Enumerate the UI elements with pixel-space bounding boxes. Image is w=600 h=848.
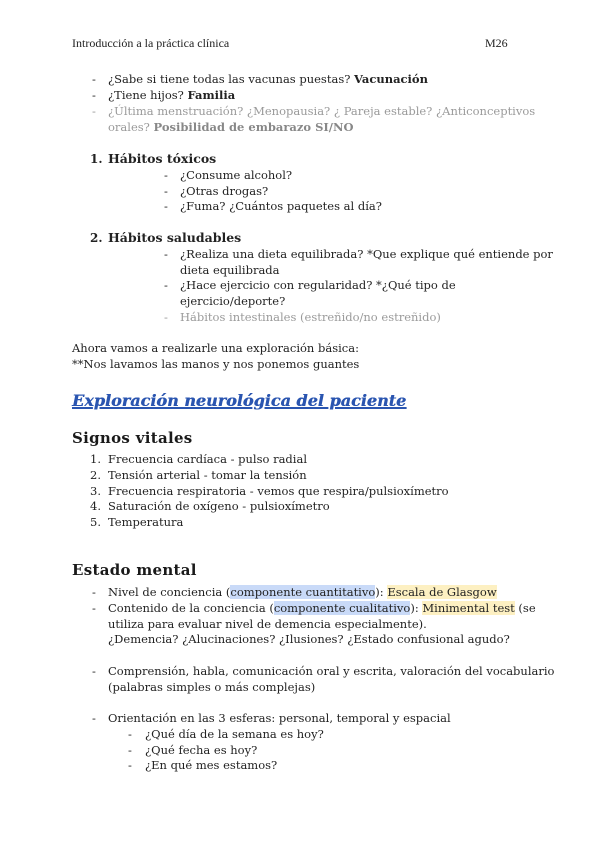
history-keyword: Familia bbox=[187, 88, 236, 102]
exploration-intro: Ahora vamos a realizarle una exploración básica: bbox=[72, 341, 359, 355]
vitals-heading: Signos vitales bbox=[72, 429, 193, 447]
bullet-dash: - bbox=[164, 199, 168, 213]
toxic-item-alcohol: ¿Consume alcohol? bbox=[180, 168, 293, 182]
toxic-item-drugs: ¿Otras drogas? bbox=[180, 184, 269, 198]
vitals-item-temperature: Temperatura bbox=[108, 515, 184, 529]
vitals-item-respiratory-rate: Frecuencia respiratoria - vemos que respira/pulsioxímetro bbox=[108, 484, 449, 498]
bullet-dash: - bbox=[164, 247, 168, 261]
item-text: (se bbox=[514, 601, 536, 615]
bullet-dash: - bbox=[164, 168, 168, 182]
healthy-item-exercise-line2: ejercicio/deporte? bbox=[180, 294, 286, 308]
list-number: 4. bbox=[90, 499, 101, 513]
history-keyword: Vacunación bbox=[354, 72, 428, 86]
healthy-item-exercise-line1: ¿Hace ejercicio con regularidad? *¿Qué tipo de bbox=[180, 278, 456, 292]
consciousness-content-line1 bbox=[108, 601, 536, 616]
history-question: orales? bbox=[108, 120, 150, 134]
header-title: Introducción a la práctica clínica bbox=[72, 36, 230, 50]
item-text: Nivel de conciencia ( bbox=[108, 585, 231, 599]
list-number: 2. bbox=[90, 231, 103, 245]
list-number: 5. bbox=[90, 515, 101, 529]
minimental-test-highlight: Minimental test bbox=[422, 601, 515, 615]
hygiene-note: **Nos lavamos las manos y nos ponemos guantes bbox=[72, 357, 360, 371]
toxic-habits-heading: Hábitos tóxicos bbox=[108, 151, 217, 166]
bullet-dash: - bbox=[92, 72, 96, 86]
comprehension-line1: Comprensión, habla, comunicación oral y escrita, valoración del vocabulario bbox=[108, 664, 555, 678]
healthy-item-diet-line1: ¿Realiza una dieta equilibrada? *Que explique qué entiende por bbox=[180, 247, 553, 261]
list-number: 1. bbox=[90, 152, 103, 166]
quantitative-tag: componente cuantitativo bbox=[230, 585, 376, 599]
orientation-question-date: ¿Qué fecha es hoy? bbox=[145, 743, 258, 757]
bullet-dash: - bbox=[92, 88, 96, 102]
bullet-dash: - bbox=[128, 727, 132, 741]
consciousness-content-line3: ¿Demencia? ¿Alucinaciones? ¿Ilusiones? ¿Estado confusional agudo? bbox=[108, 632, 510, 646]
bullet-dash: - bbox=[164, 310, 168, 324]
vitals-item-oxygen-saturation: Saturación de oxígeno - pulsioxímetro bbox=[108, 499, 330, 513]
bullet-dash: - bbox=[164, 184, 168, 198]
section-title: Exploración neurológica del paciente bbox=[72, 391, 407, 410]
orientation-question-month: ¿En qué mes estamos? bbox=[145, 758, 278, 772]
qualitative-tag: componente cualitativo bbox=[273, 601, 411, 615]
history-item-children bbox=[108, 88, 235, 103]
comprehension-line2: (palabras simples o más complejas) bbox=[108, 680, 316, 694]
history-question: ¿Tiene hijos? bbox=[108, 88, 184, 102]
healthy-habits-heading: Hábitos saludables bbox=[108, 230, 242, 245]
healthy-item-diet-line2: dieta equilibrada bbox=[180, 263, 280, 277]
item-text: Contenido de la conciencia ( bbox=[108, 601, 274, 615]
bullet-dash: - bbox=[92, 601, 96, 615]
bullet-dash: - bbox=[92, 664, 96, 678]
header-page-code: M26 bbox=[485, 36, 508, 50]
bullet-dash: - bbox=[92, 585, 96, 599]
vitals-item-blood-pressure: Tensión arterial - tomar la tensión bbox=[108, 468, 307, 482]
bullet-dash: - bbox=[92, 711, 96, 725]
consciousness-level-item bbox=[108, 585, 497, 600]
item-text: ): bbox=[375, 585, 388, 599]
history-keyword: Posibilidad de embarazo SI/NO bbox=[153, 120, 354, 134]
item-text: ): bbox=[410, 601, 423, 615]
history-item-menstruation-line1: ¿Última menstruación? ¿Menopausia? ¿ Pareja estable? ¿Anticonceptivos bbox=[108, 104, 536, 118]
bullet-dash: - bbox=[128, 758, 132, 772]
consciousness-content-line2: utiliza para evaluar nivel de demencia especialmente). bbox=[108, 617, 427, 631]
list-number: 3. bbox=[90, 484, 101, 498]
history-question: ¿Sabe si tiene todas las vacunas puestas? bbox=[108, 72, 351, 86]
bullet-dash: - bbox=[92, 104, 96, 118]
bullet-dash: - bbox=[164, 278, 168, 292]
mental-status-heading: Estado mental bbox=[72, 561, 197, 579]
orientation-item: Orientación en las 3 esferas: personal, temporal y espacial bbox=[108, 711, 451, 725]
list-number: 2. bbox=[90, 468, 101, 482]
orientation-question-day: ¿Qué día de la semana es hoy? bbox=[145, 727, 324, 741]
history-item-vaccines bbox=[108, 72, 428, 87]
healthy-item-bowel: Hábitos intestinales (estreñido/no estreñido) bbox=[180, 310, 441, 324]
toxic-item-smoking: ¿Fuma? ¿Cuántos paquetes al día? bbox=[180, 199, 382, 213]
glasgow-scale-highlight: Escala de Glasgow bbox=[387, 585, 497, 599]
bullet-dash: - bbox=[128, 743, 132, 757]
vitals-item-heart-rate: Frecuencia cardíaca - pulso radial bbox=[108, 452, 308, 466]
list-number: 1. bbox=[90, 452, 101, 466]
history-item-menstruation-line2 bbox=[108, 120, 354, 135]
